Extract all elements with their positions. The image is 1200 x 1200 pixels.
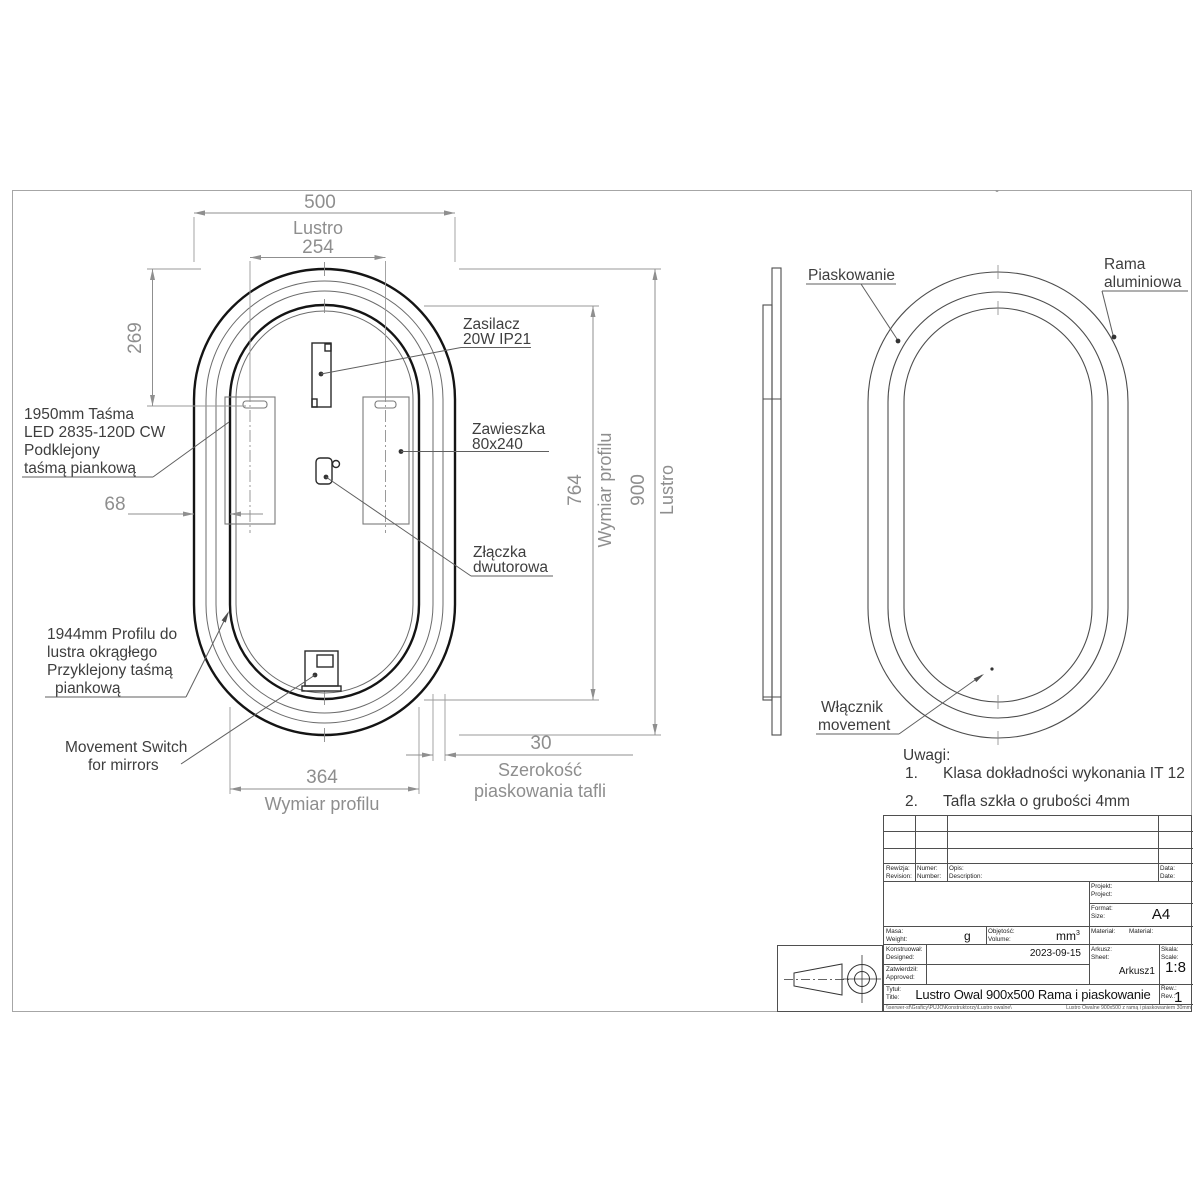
- tb-numer-label: Numer: Number:: [917, 865, 942, 880]
- szerokosc-text-1: Szerokość: [497, 760, 583, 780]
- tb-volume-value: $mm^3$: [1056, 929, 1080, 943]
- rear-view: [806, 256, 1188, 745]
- tb-skala-label: Skala: Scale:: [1161, 946, 1179, 961]
- zlaczka-text-2: dwutorowa: [473, 559, 548, 576]
- lustro-right-text: Lustro: [657, 464, 677, 516]
- profil-text-4: piankową: [55, 680, 121, 697]
- rama-text-2: aluminiowa: [1104, 274, 1182, 291]
- note-1-text: Klasa dokładności wykonania IT 12: [943, 765, 1185, 782]
- note-wlacznik: [816, 667, 994, 734]
- dim-900-text: 900: [628, 474, 649, 506]
- front-view: [22, 192, 677, 814]
- power-supply-shape: [312, 343, 331, 407]
- tb-material-pl-label: Materiał:: [1091, 928, 1116, 935]
- note-tasma-led: [22, 406, 229, 477]
- tb-format-label: Format: Size:: [1091, 905, 1113, 920]
- projection-symbol: [778, 946, 882, 1011]
- profil-text-1: 1944mm Profilu do: [47, 626, 178, 643]
- tb-rev-value: 1: [1174, 989, 1183, 1006]
- note-piaskowanie: [806, 267, 900, 343]
- note-2-num: 2.: [905, 793, 918, 810]
- note-zlaczka: [326, 477, 553, 576]
- tasma-text-4: taśmą piankową: [24, 460, 137, 477]
- tb-material-en-label: Material:: [1129, 928, 1154, 935]
- dim-68: [104, 494, 263, 517]
- dim-254-text: 254: [302, 237, 334, 258]
- profile-outline: [230, 305, 419, 699]
- tb-masa-label: Masa: Weight:: [886, 928, 908, 943]
- movement-text-1: Movement Switch: [65, 739, 188, 756]
- movement-text-2: for mirrors: [88, 757, 159, 774]
- note-zasilacz: [321, 316, 531, 374]
- rear-sandblast-outline: [888, 292, 1108, 718]
- tb-format-value: A4: [1151, 906, 1171, 923]
- rear-glass-outline: [868, 272, 1128, 738]
- tb-zatwierdzil-label: Zatwierdził: Approved:: [886, 966, 918, 981]
- tb-path-left: \\serwer-sf\Graficy\PUJO\Konstruktorzy\Lustro owalne\: [886, 1005, 1012, 1011]
- tb-masa-value: g: [964, 929, 971, 943]
- rama-text-1: Rama: [1104, 256, 1146, 273]
- profil-text-3: Przyklejony taśmą: [47, 662, 173, 679]
- tb-konstruowal-label: Konstruował: Designed:: [886, 946, 923, 961]
- tb-tytul-label: Tytuł: Title:: [886, 986, 902, 1001]
- note-2-text: Tafla szkła o grubości 4mm: [943, 793, 1130, 810]
- wlacznik-text-2: movement: [818, 717, 891, 734]
- dim-30: [406, 694, 633, 801]
- tb-rewizja-label: Rewizja: Revision:: [886, 865, 912, 880]
- tb-opis-label: Opis: Description:: [949, 865, 983, 880]
- movement-switch-shape: [302, 651, 341, 691]
- dim-30-text: 30: [530, 733, 552, 754]
- note-1-num: 1.: [905, 765, 918, 782]
- side-view: [763, 268, 781, 735]
- title-block: [883, 815, 1192, 1012]
- profile-inner-outline: [236, 311, 413, 693]
- dim-68-text: 68: [104, 494, 126, 515]
- lustro-top-text: Lustro: [292, 218, 344, 238]
- piaskowanie-text: Piaskowanie: [808, 267, 896, 284]
- zasilacz-text-2: 20W IP21: [463, 331, 532, 348]
- tb-data-label: Data: Date:: [1160, 865, 1176, 880]
- tb-arkusz-label: Arkusz: Sheet:: [1091, 946, 1112, 961]
- note-rama: [1102, 256, 1188, 339]
- tasma-text-3: Podklejony: [24, 442, 100, 459]
- wymiar-profilu-bottom-text: Wymiar profilu: [264, 794, 380, 814]
- tasma-text-1: 1950mm Taśma: [24, 406, 134, 423]
- notes-block: [903, 747, 1185, 810]
- dim-500-text: 500: [304, 192, 336, 213]
- wymiar-profilu-right-text: Wymiar profilu: [595, 432, 615, 548]
- tb-title-value: Lustro Owal 900x500 Rama i piaskowanie: [915, 987, 1151, 1002]
- rear-frame-outline: [904, 308, 1092, 702]
- tb-sheet-value: Arkusz1: [1118, 966, 1155, 977]
- glass-outline: [194, 269, 455, 735]
- dim-269: [125, 269, 246, 406]
- tb-projekt-label: Projekt: Project:: [1091, 883, 1113, 898]
- tb-designed-date: 2023-09-15: [1029, 948, 1081, 959]
- frame-top-mark: [996, 190, 999, 192]
- hanger-right-shape: [363, 397, 409, 524]
- tb-rew-label: Rew.: Rev.:: [1161, 985, 1177, 1000]
- zawieszka-text-1: Zawieszka: [472, 421, 546, 438]
- tasma-text-2: LED 2835-120D CW: [24, 424, 166, 441]
- notes-heading: Uwagi:: [903, 747, 951, 764]
- dim-269-text: 269: [125, 322, 146, 354]
- dim-764: [424, 306, 615, 700]
- tb-objetosc-label: Objętość: Volume:: [988, 928, 1015, 943]
- dim-764-text: 764: [565, 474, 586, 506]
- projection-symbol-box: [777, 945, 883, 1012]
- connector-shape: [316, 458, 340, 484]
- zasilacz-text-1: Zasilacz: [463, 316, 520, 333]
- note-zawieszka: [401, 421, 549, 453]
- tb-path-right: Lustro Owalne 900x500 z ramą i piaskowaniem 30mm: [1066, 1005, 1191, 1011]
- szerokosc-text-2: piaskowania tafli: [473, 781, 607, 801]
- dim-364-text: 364: [306, 767, 338, 788]
- wlacznik-text-1: Włącznik: [821, 699, 884, 716]
- note-profil: [45, 611, 229, 697]
- tb-scale-value: 1:8: [1165, 959, 1186, 976]
- profil-text-2: lustra okrągłego: [47, 644, 158, 661]
- zlaczka-text-1: Złączka: [473, 544, 527, 561]
- zawieszka-text-2: 80x240: [472, 436, 523, 453]
